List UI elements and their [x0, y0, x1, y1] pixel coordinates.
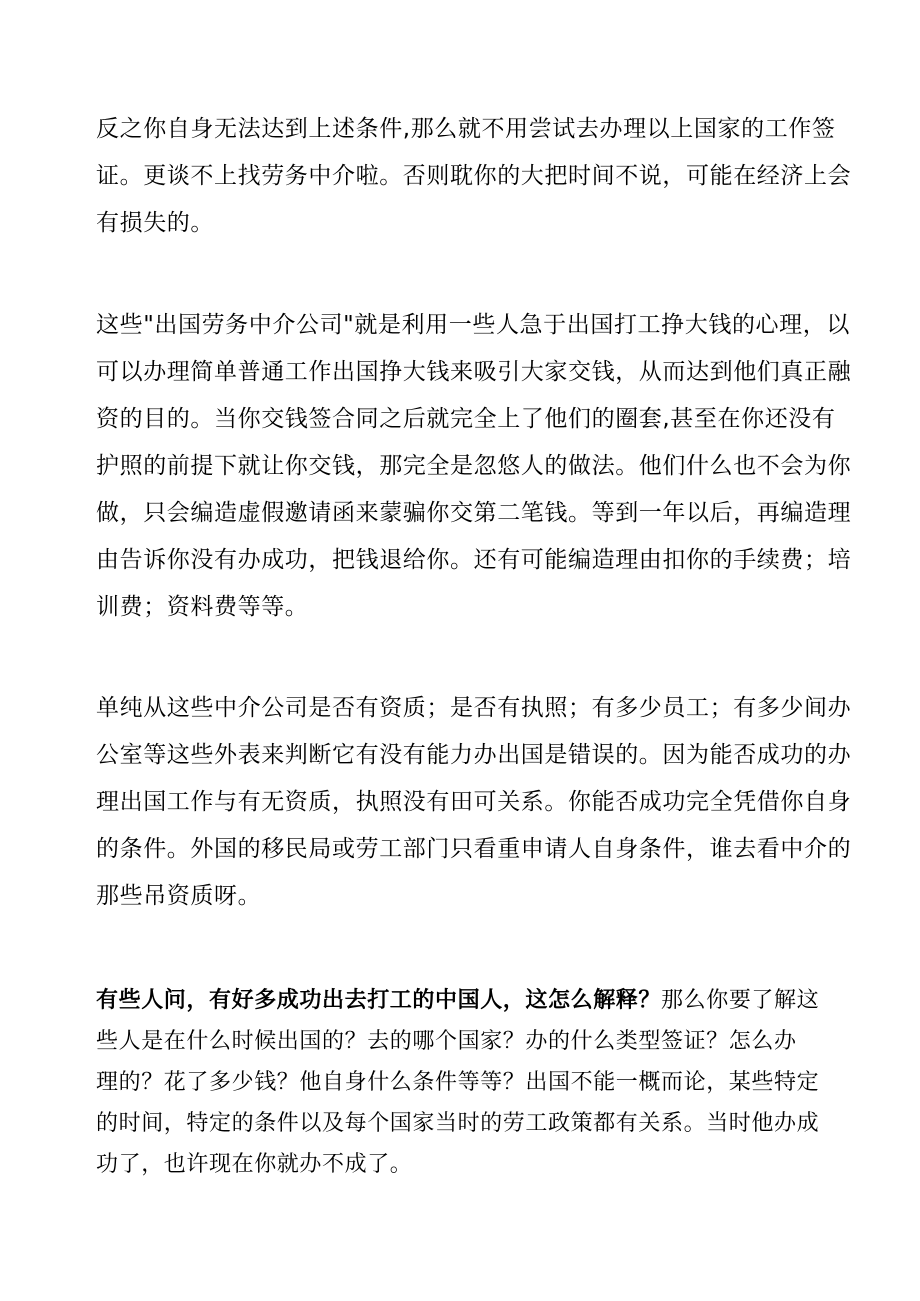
text-line: 由告诉你没有办成功，把钱退给你。还有可能编造理由扣你的手续费；培: [96, 547, 852, 573]
text-line: 理出国工作与有无资质，执照没有田可关系。你能否成功完全凭借你自身: [96, 789, 852, 815]
text-line: 证。更谈不上找劳务中介啦。否则耽你的大把时间不说，可能在经济上会: [96, 163, 852, 189]
text-line: 公室等这些外表来判断它有没有能力办出国是错误的。因为能否成功的办: [96, 742, 852, 768]
text-line: 这些"出国劳务中介公司"就是利用一些人急于出国打工挣大钱的心理，以: [96, 312, 850, 338]
text-line: 反之你自身无法达到上述条件,那么就不用尝试去办理以上国家的工作签: [96, 116, 836, 142]
text-line: 做，只会编造虚假邀请函来蒙骗你交第二笔钱。等到一年以后，再编造理: [96, 500, 852, 526]
paragraph-4: [96, 980, 844, 1185]
text-line: 可以办理简单普通工作出国挣大钱来吸引大家交钱，从而达到他们真正融: [96, 359, 852, 385]
paragraph-3: [96, 685, 852, 920]
text-line: 护照的前提下就让你交钱，那完全是忽悠人的做法。他们什么也不会为你: [96, 453, 852, 479]
text-line-rest: 那么你要了解这: [661, 988, 820, 1013]
text-line: 训费；资料费等等。: [96, 594, 309, 620]
paragraph-1: [96, 106, 852, 247]
text-line: 那些吊资质呀。: [96, 883, 262, 909]
text-line: [96, 980, 844, 1021]
text-line: 有损失的。: [96, 210, 214, 236]
text-line: 单纯从这些中介公司是否有资质；是否有执照；有多少员工；有多少间办: [96, 695, 852, 721]
text-line: 的时间，特定的条件以及每个国家当时的劳工政策都有关系。当时他办成: [96, 1111, 820, 1136]
text-line: 的条件。外国的移民局或劳工部门只看重申请人自身条件，谁去看中介的: [96, 836, 852, 862]
text-line: 功了，也许现在你就办不成了。: [96, 1152, 413, 1177]
text-line: 资的目的。当你交钱签合同之后就完全上了他们的圈套,甚至在你还没有: [96, 406, 836, 432]
paragraph-2: [96, 302, 852, 631]
text-line: 理的？花了多少钱？他自身什么条件等等？出国不能一概而论，某些特定: [96, 1070, 820, 1095]
text-line: 些人是在什么时候出国的？去的哪个国家？办的什么类型签证？怎么办: [96, 1029, 797, 1054]
bold-question: 有些人问，有好多成功出去打工的中国人，这怎么解释？: [96, 988, 662, 1013]
